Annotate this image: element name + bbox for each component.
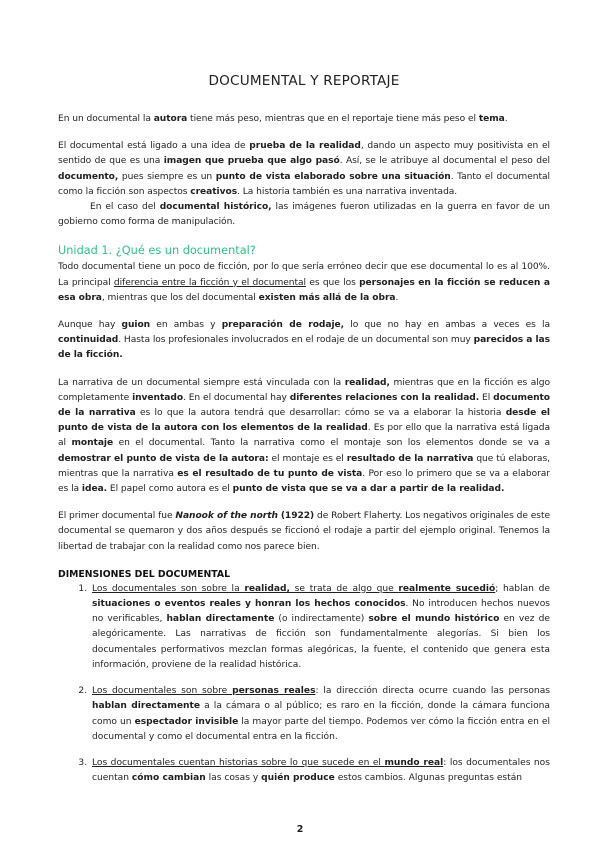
- paragraph-prueba-realidad: El documental está ligado a una idea de prueba de la realidad, dando un aspecto muy positivista en el sentido de que es una imagen que prueba que algo pasó. Así, se le atribuye al documental el peso del documento, pues siempre es un punto de vista elaborado sobre una situación. Tanto el documental como la ficción son aspectos creativos. La historia también es una narrativa inventada.: [58, 141, 551, 197]
- paragraph-ficcion: Todo documental tiene un poco de ficción, por lo que sería erróneo decir que ese documental lo es al 100%. La principal diferencia entre la ficción y el documental es que los personajes en la ficción se reducen a esa obra, mientras que los del documental existen más allá de la obra.: [58, 262, 550, 303]
- paragraph-guion: Aunque hay guion en ambas y preparación de rodaje, lo que no hay en ambas a veces es la continuidad. Hasta los profesionales involucrados en el rodaje de un documental son muy parecidos a las de la ficción.: [58, 320, 550, 361]
- list-item: 1. Los documentales son sobre la realidad, se trata de algo que realmente sucedió; hablan de situaciones o eventos reales y honran los hechos conocidos. No introducen hechos nuevos no verificables, hablan directamente (o indirectamente) sobre el mundo histórico en vez de alegóricamente. Las narrativas de ficción son fundamentalmente alegorías. Si bien los documentales performativos mezclan formas alegóricas, la fuente, el contenido que genera esta información, proviene de la realidad histórica.: [90, 582, 550, 673]
- page-number: 2: [296, 824, 304, 835]
- paragraph-intro: En un documental la autora tiene más peso, mientras que en el reportaje tiene más peso el tema.: [58, 114, 508, 124]
- list-item: 2. Los documentales son sobre personas reales: la dirección directa ocurre cuando las personas hablan directamente a la cámara o al público; es raro en la ficción, donde la cámara funciona como un espectador invisible la mayor parte del tiempo. Podemos ver cómo la ficción entra en el documental y como el documental entra en la ficción.: [90, 684, 550, 745]
- paragraph-narrativa: La narrativa de un documental siempre está vinculada con la realidad, mientras que en la ficción es algo completamente inventado. En el documental hay diferentes relaciones con la realidad. El documento de la narrativa es lo que la autora tendrá que desarrollar: cómo se va a elaborar la historia desde el punto de vista de la autora con los elementos de la realidad. Es por ello que la narrativa está ligada al montaje en el documental. Tanto la narrativa como el montaje son los elementos donde se va a demostrar el punto de vista de la autora: el montaje es el resultado de la narrativa que tú elaboras, mientras que la narrativa es el resultado de tu punto de vista. Por eso lo primero que se va a elaborar es la idea. El papel como autora es el punto de vista que se va a dar a partir de la realidad.: [58, 377, 551, 495]
- dimensions-list: [58, 582, 550, 786]
- page-title: DOCUMENTAL Y REPORTAJE: [208, 73, 400, 89]
- page-content: [58, 73, 550, 797]
- section-heading-unidad-1: Unidad 1. ¿Qué es un documental?: [58, 244, 256, 258]
- subheading-dimensiones: DIMENSIONES DEL DOCUMENTAL: [58, 568, 231, 580]
- list-item: 3. Los documentales cuentan historias sobre lo que sucede en el mundo real: los documentales nos cuentan cómo cambian las cosas y quién produce estos cambios. Algunas preguntas están: [90, 756, 550, 786]
- paragraph-documental-historico: En el caso del documental histórico, las imágenes fueron utilizadas en la guerra en favor de un gobierno como forma de manipulación.: [58, 202, 551, 228]
- paragraph-nanook: El primer documental fue Nanook of the north (1922) de Robert Flaherty. Los negativos originales de este documental se quemaron y dos años después se ficcionó el rodaje a partir del ejemplo original. Tenemos la libertad de trabajar con la realidad como nos parece bien.: [58, 511, 551, 552]
